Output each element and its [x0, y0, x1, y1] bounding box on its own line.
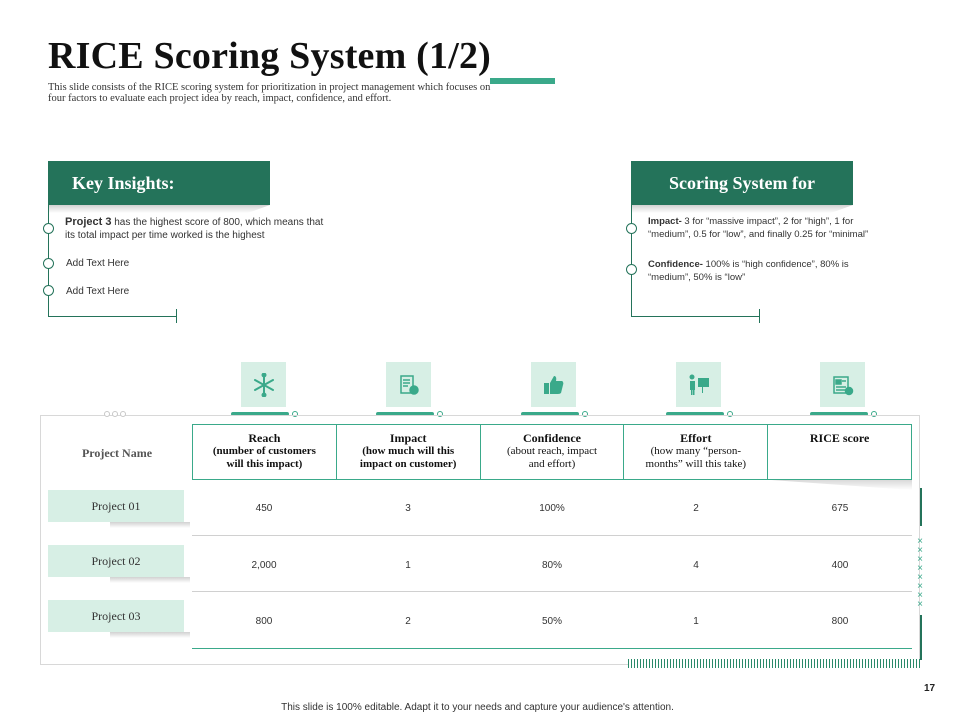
footer-note: This slide is 100% editable. Adapt it to your needs and capture your audience's attention. [281, 702, 674, 713]
report-icon [832, 374, 854, 396]
table-header-row [192, 424, 912, 480]
bullet-dot [626, 223, 637, 234]
cell-impact: 2 [405, 616, 411, 627]
effort-icon-box [676, 362, 721, 407]
project-label: Project 02 [48, 545, 184, 577]
scoring-item-impact: Impact- 3 for “massive impact”, 2 for “high”, 1 for “medium”, 0.5 for “low”, and finally 0.25 for “minimal” [648, 216, 869, 240]
cell-confidence: 80% [541, 560, 562, 571]
cell-reach: 2,000 [251, 560, 277, 571]
label-shadow [110, 522, 190, 528]
header-shadow [631, 205, 853, 213]
cell-confidence: 100% [539, 503, 565, 514]
key-insights-title: Key Insights: [72, 172, 175, 193]
column-header-effort: Effort (how many “person- months” will this take) [624, 425, 768, 479]
scoring-system-title: Scoring System for [669, 172, 815, 193]
table-bottom-line [192, 648, 912, 649]
bullet-dot [43, 223, 54, 234]
column-header-rice-score: RICE score [809, 431, 870, 445]
cell-impact: 1 [405, 560, 411, 571]
cell-reach: 800 [255, 616, 273, 627]
cell-rice-score: 800 [831, 616, 849, 627]
confidence-icon-box [531, 362, 576, 407]
slide-subtitle: This slide consists of the RICE scoring system for prioritization in project management which focuses on four factors to evaluate each project idea by reach, impact, confidence, and effort. [48, 82, 491, 104]
presenter-icon [687, 373, 711, 397]
column-header-impact: Impact (how much will this impact on customer) [337, 425, 481, 479]
insight-item-2: Add Text Here [66, 258, 130, 269]
scoring-item-confidence: Confidence- 100% is “high confidence”, 80% is “medium”, 50% is “low” [648, 259, 849, 283]
page-number: 17 [924, 683, 936, 694]
cell-effort: 1 [693, 616, 699, 627]
scoring-system-header [631, 161, 853, 205]
thumbs-up-icon [542, 373, 566, 397]
key-insights-tick [176, 309, 177, 323]
cell-confidence: 50% [541, 616, 562, 627]
cell-rice-score: 675 [831, 503, 849, 514]
project-name-header: Project Name [81, 446, 153, 460]
row-separator [192, 535, 912, 536]
rice-score-icon-box [820, 362, 865, 407]
slide-title: RICE Scoring System (1/2) [48, 35, 492, 77]
header-shadow [48, 205, 270, 213]
row-separator [192, 591, 912, 592]
document-chart-icon [398, 374, 420, 396]
bullet-dot [43, 258, 54, 269]
key-insights-base-line [48, 316, 176, 317]
cell-effort: 2 [693, 503, 699, 514]
column-header-reach: Reach (number of customers will this impact) [193, 425, 337, 479]
column-header-confidence: Confidence (about reach, impact and effort) [481, 425, 625, 479]
cell-effort: 4 [693, 560, 699, 571]
bullet-dot [43, 285, 54, 296]
scoring-system-tick [759, 309, 760, 323]
scoring-system-line [631, 205, 632, 317]
snowflake-icon [252, 373, 276, 397]
label-shadow [110, 577, 190, 583]
table-frame-top [40, 415, 920, 416]
cell-reach: 450 [255, 503, 273, 514]
x-pattern-decoration: × × × × × × × × [917, 536, 923, 610]
project-label: Project 01 [48, 490, 184, 522]
reach-icon-box [241, 362, 286, 407]
frame-dots [104, 411, 126, 417]
scoring-system-base-line [631, 316, 759, 317]
cell-impact: 3 [405, 503, 411, 514]
key-insights-header [48, 161, 270, 205]
insight-item-1: Project 3 has the highest score of 800, which means that its total impact per time worked is the highest [65, 216, 324, 241]
title-accent-bar [490, 78, 555, 84]
impact-icon-box [386, 362, 431, 407]
right-accent-line [920, 615, 922, 660]
hatch-decoration [628, 659, 920, 668]
project-label: Project 03 [48, 600, 184, 632]
cell-rice-score: 400 [831, 560, 849, 571]
right-accent-line [920, 488, 922, 526]
bullet-dot [626, 264, 637, 275]
insight-item-3: Add Text Here [66, 286, 130, 297]
label-shadow [110, 632, 190, 638]
